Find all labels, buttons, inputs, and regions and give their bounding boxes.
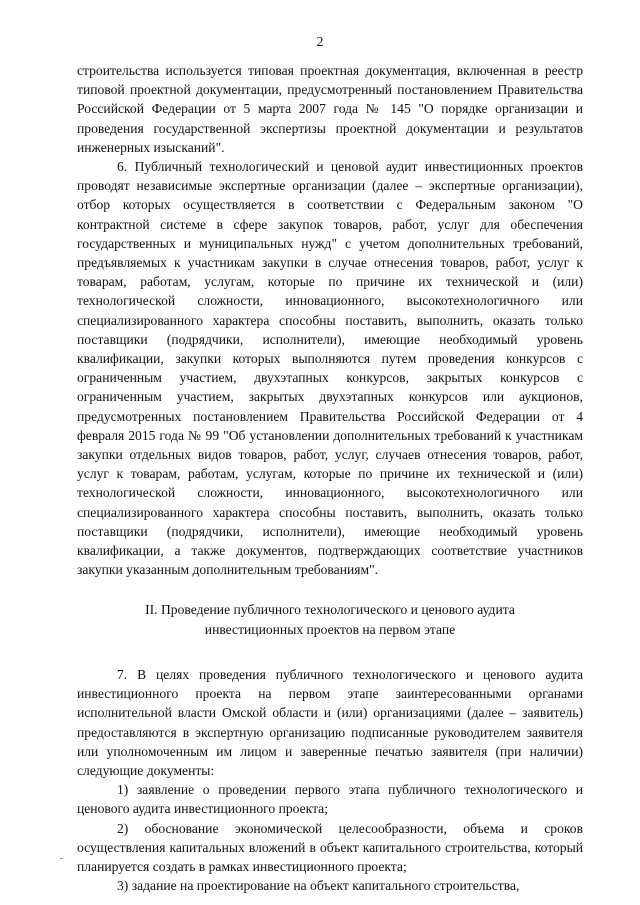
page-number: 2 [316, 35, 324, 50]
section-heading-line-1: II. Проведение публичного технологического и ценового аудита [145, 602, 515, 618]
scan-artifact [60, 858, 63, 859]
section-heading [77, 600, 583, 638]
list-item-1: 1) заявление о проведении первого этапа публичного технологического и ценового аудита инвестиционного проекта; [77, 782, 583, 817]
section-heading-line-2: инвестиционных проектов на первом этапе [204, 621, 456, 637]
list-item-2: 2) обоснование экономической целесообразности, объема и сроков осуществления капитальных вложений в объект капитального строительства, который планируется создать в рамках инвестиционного проекта; [77, 820, 583, 874]
paragraph-6: 6. Публичный технологический и ценовой аудит инвестиционных проектов проводят независимые экспертные организации (далее – экспертные организации), отбор которых осуществляется в соответствии с Федеральным законом "О контрактной системе в сфере закупок товаров, работ, услуг для обеспечения государственных и муниципальных нужд" с учетом дополнительных требований, предъявляемых к участникам закупки в случае отнесения товаров, работ, услуг к товарам, работам, услугам, которые по причине их технической и (или) технологической сложности, инновационного, высокотехнологичного или специализированного характера способны поставить, выполнить, оказать только поставщики (подрядчики, исполнители), имеющие необходимый уровень квалификации, закупки которых выполняются путем проведения конкурсов с ограниченным участием, двухэтапных конкурсов, закрытых конкурсов с ограниченным участием, закрытых двухэтапных конкурсов или аукционов, предусмотренных постановлением Правительства Российской Федерации от 4 февраля 2015 года № 99 "Об установлении дополнительных требований к участникам закупки отдельных видов товаров, работ, услуг, случаев отнесения товаров, работ, услуг к товарам, работам, услугам, которые по причине их технической и (или) технологической сложности, инновационного, высокотехнологичного или специализированного характера способны поставить, выполнить, оказать только поставщики (подрядчики, исполнители), имеющие необходимый уровень квалификации, а также документов, подтверждающих соответствие участников закупки указанным дополнительным требованиям". [77, 159, 583, 578]
paragraph-continued: строительства используется типовая проектная документация, включенная в реестр типовой проектной документации, предусмотренный постановлением Правительства Российской Федерации от 5 марта 2007 года № 145 "О порядке организации и проведения государственной экспертизы проектной документации и результатов инженерных изысканий". [77, 63, 583, 155]
list-item-3: 3) задание на проектирование на объект капитального строительства, [117, 878, 520, 894]
paragraph-7: 7. В целях проведения публичного технологического и ценового аудита инвестиционного проекта на первом этапе заинтересованными органами исполнительной власти Омской области и (или) организациями (далее – заявитель) предоставляются в экспертную организацию подписанные руководителем заявителя или уполномоченным им лицом и заверенные печатью заявителя (при наличии) следующие документы: [77, 666, 583, 778]
document-body [77, 61, 583, 895]
